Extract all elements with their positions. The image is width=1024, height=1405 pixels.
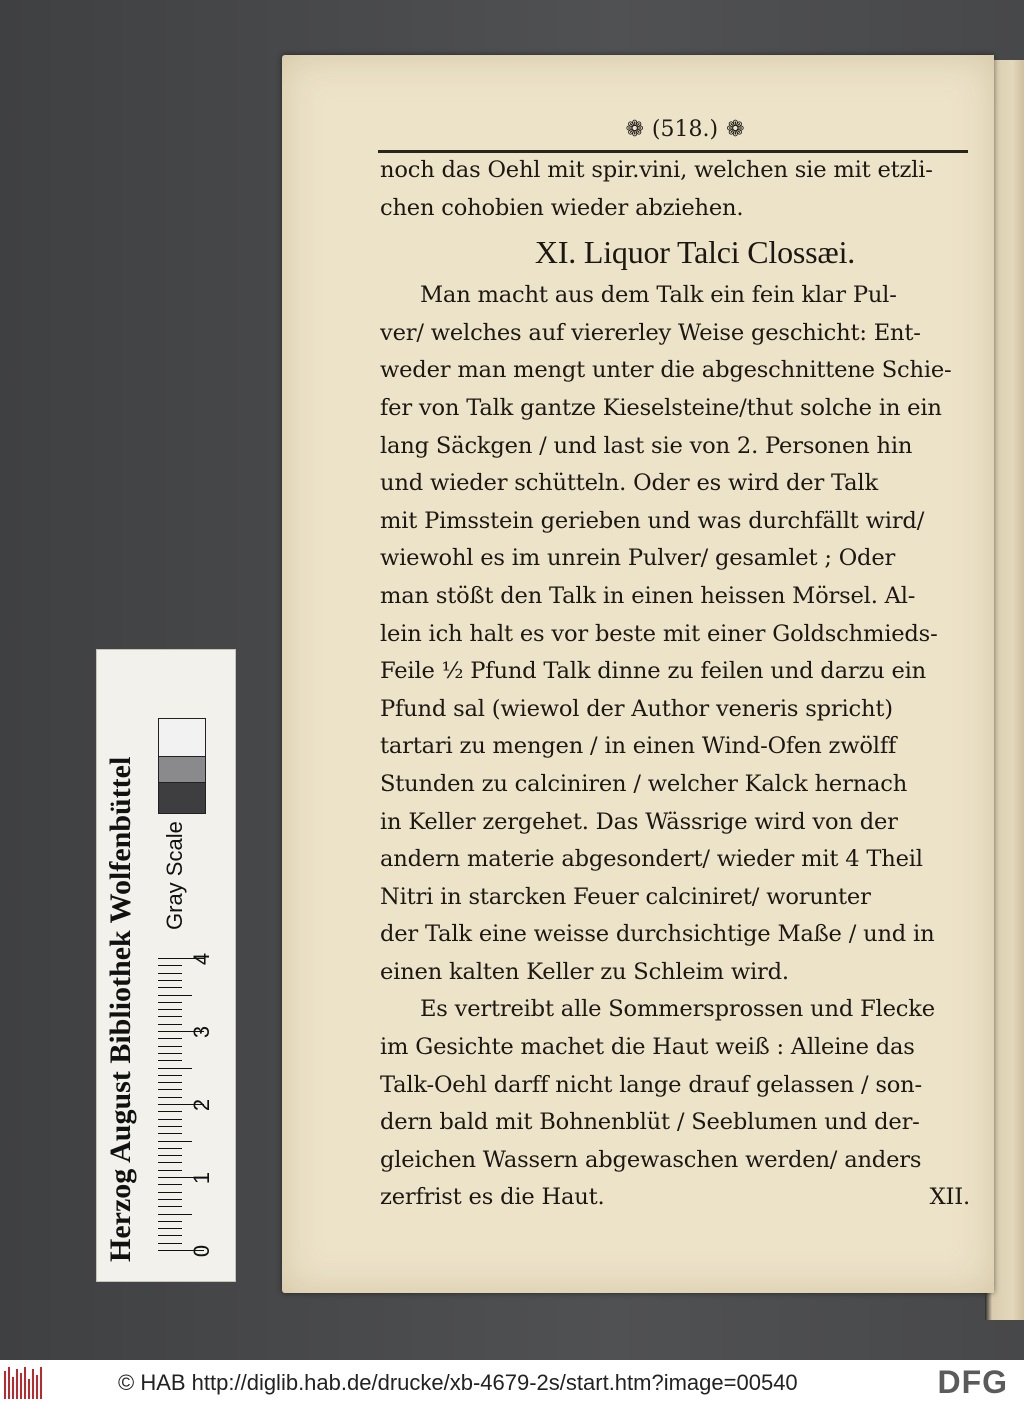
logo-bar [20, 1373, 22, 1399]
text-line: einen kalten Keller zu Schleim wird. [380, 958, 789, 985]
ruler-tick [158, 1126, 182, 1127]
copyright-url[interactable]: © HAB http://diglib.hab.de/drucke/xb-4679-2s/start.htm?image=00540 [118, 1369, 798, 1395]
text-line: in Keller zergehet. Das Wässrige wird von der [380, 808, 898, 835]
text-line: mit Pimsstein gerieben und was durchfällt wird/ [380, 507, 925, 534]
text-line: man stößt den Talk in einen heissen Mörsel. Al- [380, 582, 916, 609]
ruler-tick [158, 1214, 192, 1215]
ruler-tick [158, 1141, 192, 1142]
ruler-tick [158, 1155, 182, 1156]
last-line [380, 1179, 970, 1217]
text-line: Talk-Oehl darff nicht lange drauf gelassen / son- [380, 1071, 922, 1098]
text-line: fer von Talk gantze Kieselsteine/thut solche in ein [380, 394, 942, 421]
ruler-tick [158, 1133, 182, 1134]
text-line: und wieder schütteln. Oder es wird der Talk [380, 470, 878, 497]
mid-gray-swatch [158, 756, 206, 784]
text-line: der Talk eine weisse durchsichtige Maße / und in [380, 921, 935, 948]
text-line: zerfrist es die Haut. [380, 1184, 605, 1211]
ruler-tick [158, 1184, 182, 1185]
ruler-tick [158, 1111, 182, 1112]
text-line: ver/ welches auf viererley Weise geschicht: Ent- [380, 319, 921, 346]
ruler-tick [158, 1148, 182, 1149]
section-title: XI. Liquor Talci Clossæi. [534, 234, 856, 271]
ruler-number: 0 [189, 1244, 215, 1258]
text-line: noch das Oehl mit spir.vini, welchen sie mit etzli- [380, 157, 933, 183]
ruler-number: 1 [189, 1171, 215, 1185]
ruler-tick [158, 1089, 182, 1090]
ruler-tick [158, 987, 182, 988]
ruler-tick [158, 1024, 182, 1025]
text-line: weder man mengt unter die abgeschnittene Schie- [380, 357, 952, 384]
dfg-logo: DFG [937, 1364, 1008, 1400]
text-line: tartari zu mengen / in einen Wind-Ofen zwölff [380, 733, 897, 760]
ruler-tick [158, 1068, 192, 1069]
ornament-right-icon: ❁ [726, 116, 745, 142]
logo-bar [4, 1371, 6, 1399]
text-line: Es vertreibt alle Sommersprossen und Flecke [420, 996, 935, 1023]
text-line: Man macht aus dem Talk ein fein klar Pul- [420, 282, 897, 309]
ruler-tick [158, 1192, 182, 1193]
ruler-number: 3 [189, 1025, 215, 1039]
ruler-tick [158, 1221, 182, 1222]
ornament-left-icon: ❁ [625, 116, 644, 142]
ruler-tick [158, 1002, 182, 1003]
ruler-tick [158, 973, 182, 974]
text-line: gleichen Wassern abgewaschen werden/ anders [380, 1146, 922, 1173]
logo-bar [32, 1369, 34, 1399]
logo-bar [8, 1367, 10, 1399]
ruler-tick [158, 1016, 182, 1017]
ruler-tick [158, 1060, 182, 1061]
ruler-tick [158, 1097, 182, 1098]
ruler-tick [158, 1082, 182, 1083]
ruler [158, 952, 215, 1258]
text-line: chen cohobien wieder abziehen. [380, 194, 744, 221]
text-line: Stunden zu calciniren / welcher Kalck hernach [380, 770, 908, 797]
ruler-tick [158, 1009, 182, 1010]
text-line: Feile ½ Pfund Talk dinne zu feilen und darzu ein [380, 658, 927, 685]
library-name: Herzog August Bibliothek Wolfenbüttel [104, 756, 137, 1262]
page-header [605, 112, 765, 146]
ruler-tick [158, 1235, 182, 1236]
ruler-tick [158, 1170, 182, 1171]
text-line: andern materie abgesondert/ wieder mit 4 Theil [380, 846, 923, 873]
ruler-tick [158, 980, 182, 981]
ruler-tick [158, 1243, 182, 1244]
catchword: XII. [929, 1184, 970, 1211]
logo-bar [16, 1369, 18, 1399]
ruler-tick [158, 1228, 182, 1229]
ruler-number: 2 [189, 1098, 215, 1112]
logo-bar [24, 1367, 26, 1399]
text-line: wiewohl es im unrein Pulver/ gesamlet ; Oder [380, 545, 896, 572]
ruler-tick [158, 1162, 182, 1163]
ruler-tick [158, 1119, 182, 1120]
ruler-tick [158, 1053, 182, 1054]
text-line: lang Säckgen / und last sie von 2. Personen hin [380, 432, 913, 459]
ruler-tick [158, 1206, 182, 1207]
text-line: im Gesichte machet die Haut weiß : Alleine das [380, 1034, 915, 1061]
footer-bar [0, 1360, 1024, 1405]
logo-bar [12, 1377, 14, 1399]
hab-logo-icon [4, 1367, 48, 1399]
ruler-tick [158, 995, 192, 996]
gray-scale-label: Gray Scale [162, 821, 187, 930]
ruler-tick [158, 1075, 182, 1076]
ruler-tick [158, 1046, 182, 1047]
logo-bar [40, 1367, 42, 1399]
ruler-tick [158, 1199, 182, 1200]
white-swatch [158, 718, 206, 758]
text-line: dern bald mit Bohnenblüt / Seeblumen und der- [380, 1109, 920, 1136]
ruler-number: 4 [189, 952, 215, 966]
text-line: lein ich halt es vor beste mit einer Goldschmieds- [380, 620, 938, 647]
logo-bar [36, 1375, 38, 1399]
text-line: Pfund sal (wiewol der Author veneris spricht) [380, 695, 893, 722]
ruler-tick [158, 1038, 182, 1039]
logo-bar [28, 1379, 30, 1399]
text-line: Nitri in starcken Feuer calciniret/ worunter [380, 883, 871, 910]
page-text [380, 152, 970, 1217]
page-number: (518.) [651, 116, 719, 142]
ruler-tick [158, 965, 182, 966]
